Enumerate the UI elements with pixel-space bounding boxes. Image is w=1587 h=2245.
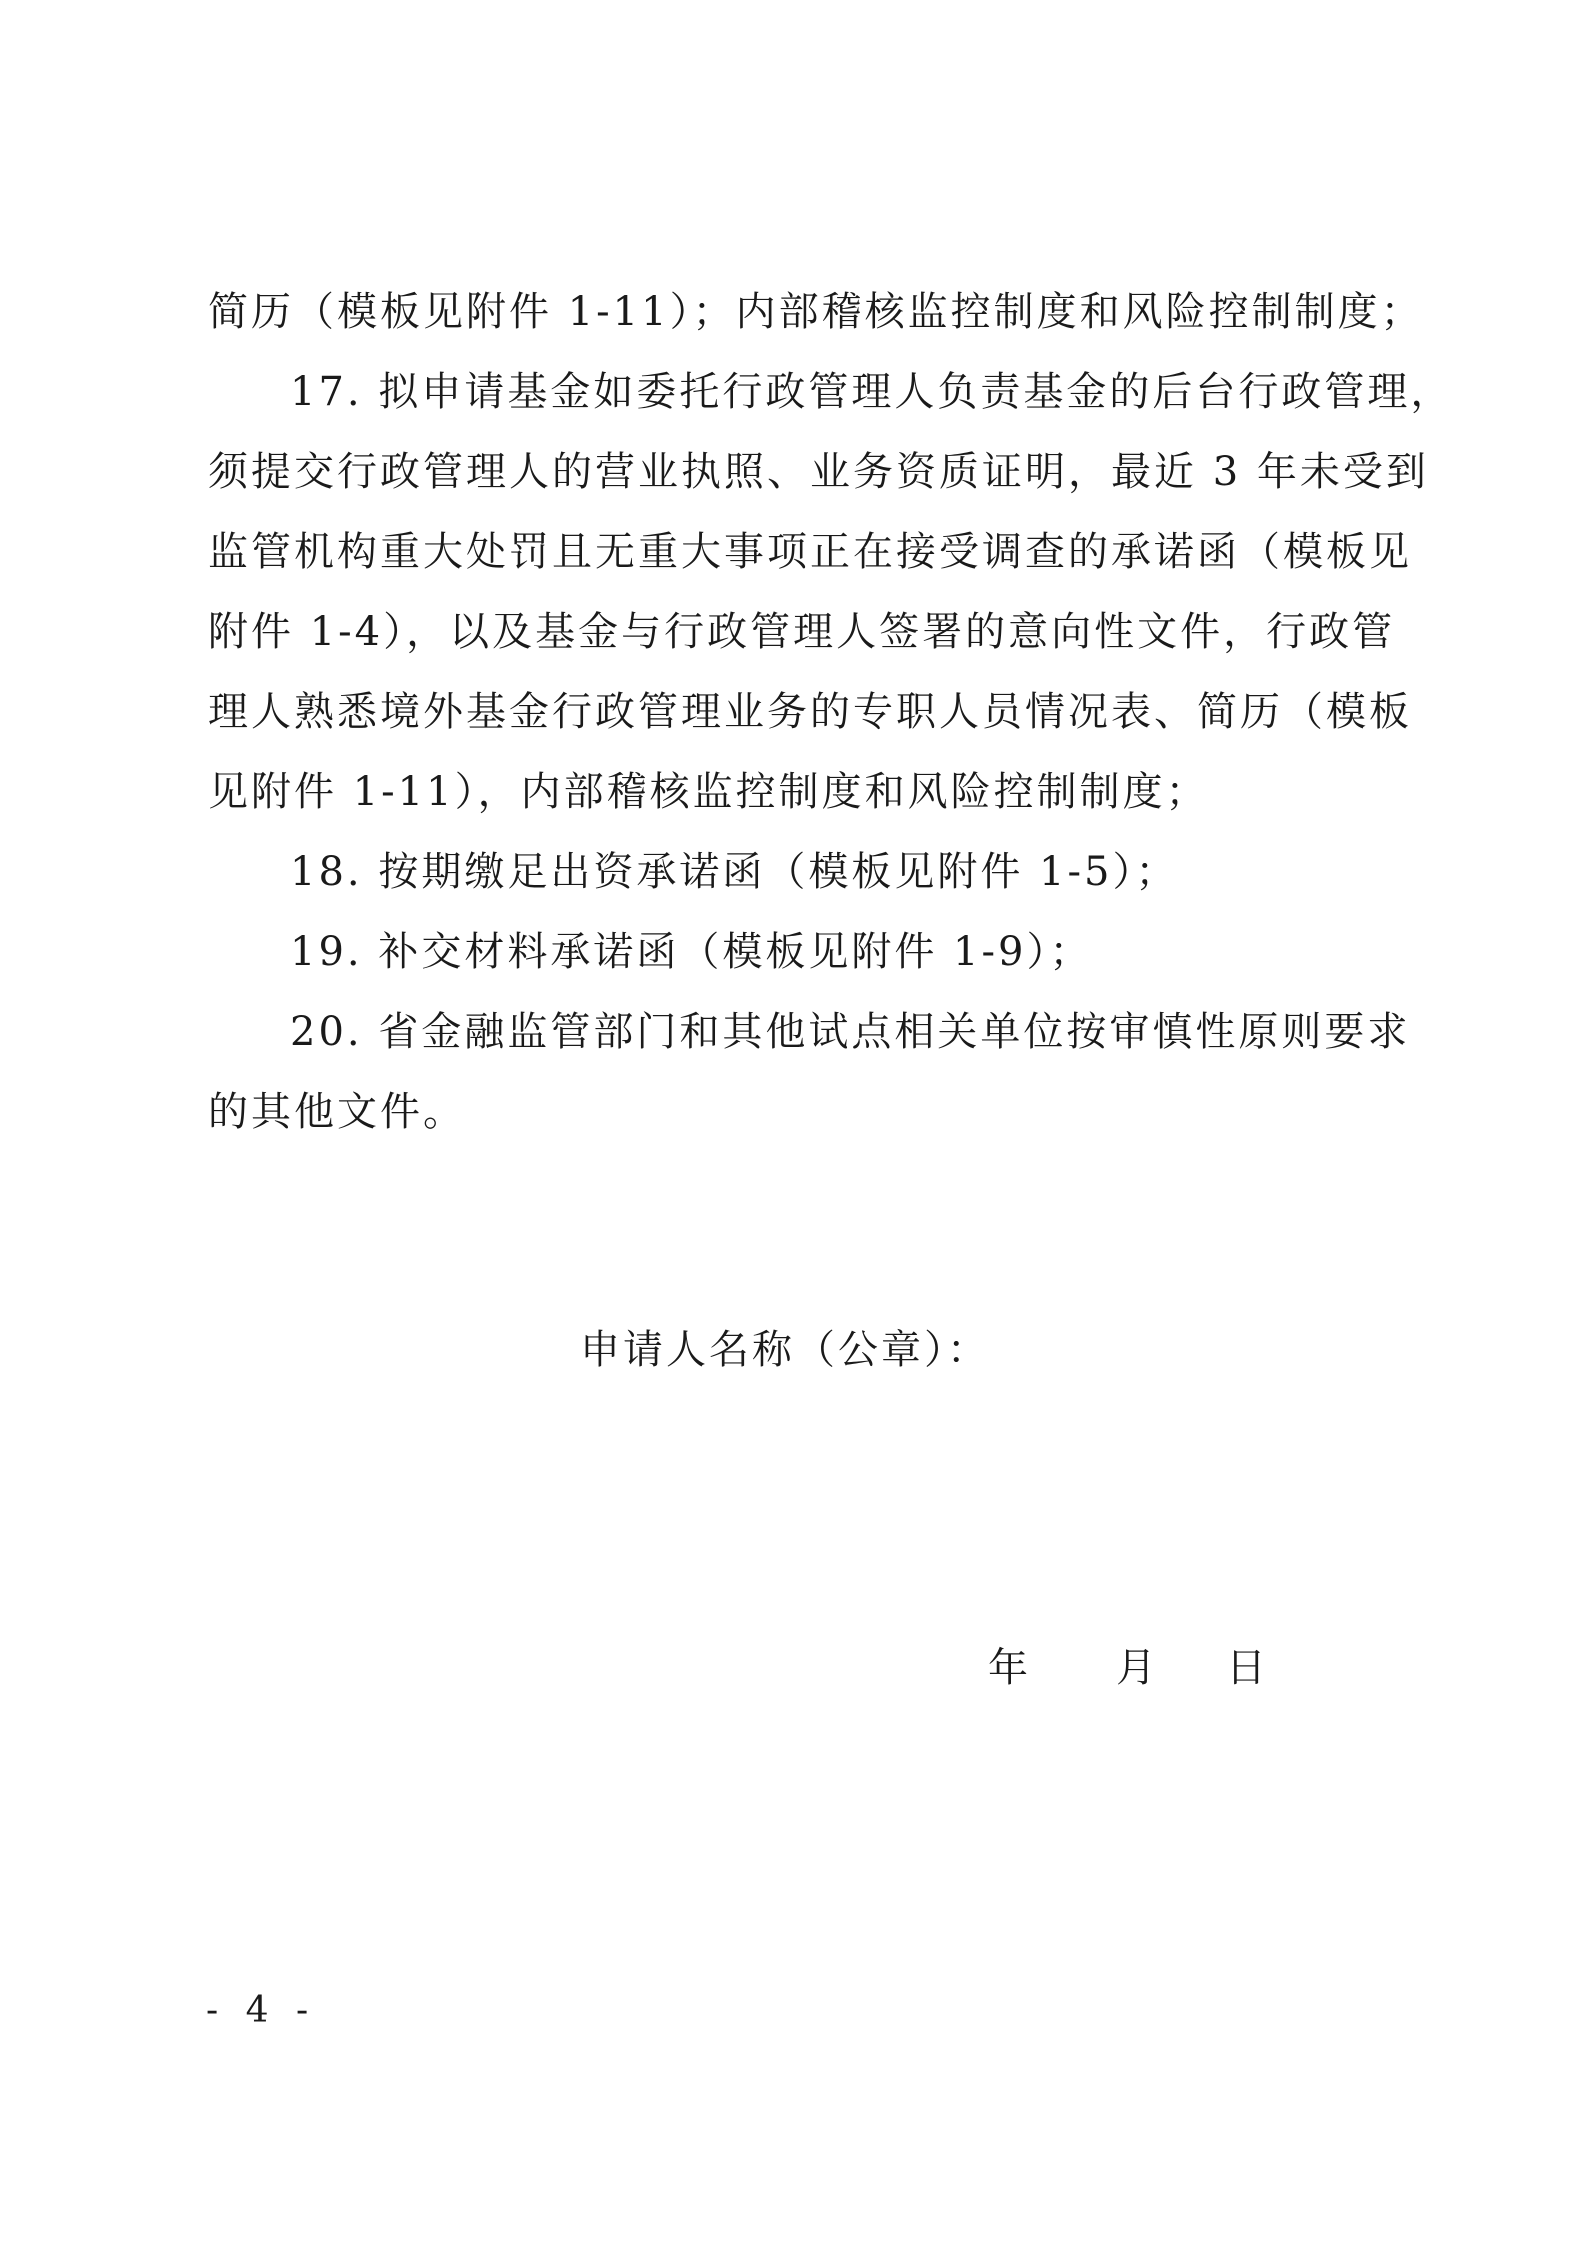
applicant-signature-label: 申请人名称（公章）： xyxy=(580,1327,990,1373)
paragraph-line: 须提交行政管理人的营业执照、业务资质证明，最近 3 年未受到 xyxy=(208,449,1429,495)
paragraph-line: 监管机构重大处罚且无重大事项正在接受调查的承诺函（模板见 xyxy=(208,529,1412,575)
paragraph-line: 20. 省金融监管部门和其他试点相关单位按审慎性原则要求 xyxy=(290,1009,1411,1055)
paragraph-line: 见附件 1-11），内部稽核监控制度和风险控制制度； xyxy=(208,769,1209,815)
paragraph-line: 19. 补交材料承诺函（模板见附件 1-9）； xyxy=(290,929,1093,975)
date-day-label: 日 xyxy=(1226,1645,1266,1691)
paragraph-line: 简历（模板见附件 1-11）；内部稽核监控制度和风险控制制度； xyxy=(208,289,1424,335)
paragraph-line: 18. 按期缴足出资承诺函（模板见附件 1-5）； xyxy=(290,849,1179,895)
page-number: - 4 - xyxy=(206,1990,317,2031)
paragraph-line: 的其他文件。 xyxy=(208,1089,466,1135)
paragraph-line: 附件 1-4），以及基金与行政管理人签署的意向性文件，行政管 xyxy=(208,609,1396,655)
paragraph-line: 理人熟悉境外基金行政管理业务的专职人员情况表、简历（模板 xyxy=(208,689,1412,735)
paragraph-line: 17. 拟申请基金如委托行政管理人负责基金的后台行政管理， xyxy=(290,369,1454,415)
date-month-label: 月 xyxy=(1116,1645,1156,1691)
date-year-label: 年 xyxy=(988,1645,1028,1691)
